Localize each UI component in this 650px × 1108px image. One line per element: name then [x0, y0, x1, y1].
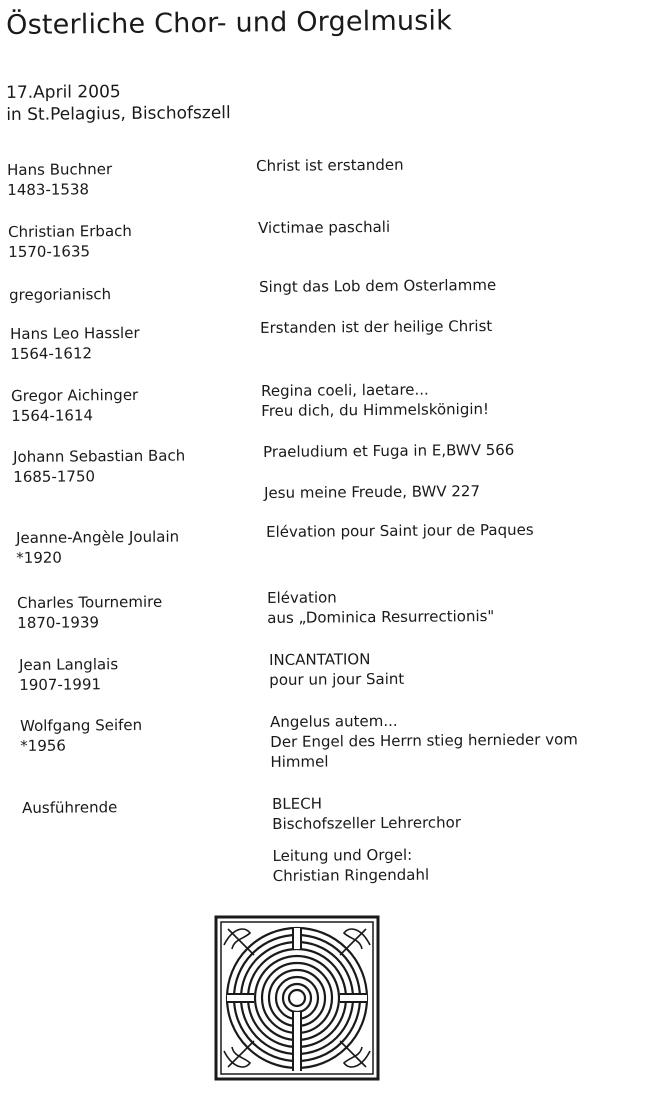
composer-entry — [16, 527, 179, 568]
performers-list — [272, 792, 462, 886]
director-name: Christian Ringendahl — [272, 865, 430, 885]
composer-years: 1570-1635 — [8, 242, 91, 261]
composer-name: Johann Sebastian Bach — [13, 446, 186, 466]
work-title: Victimae paschali — [258, 217, 391, 237]
work-title: Himmel — [270, 752, 329, 771]
work-title: Elévation pour Saint jour de Paques — [266, 520, 534, 541]
direction-label: Leitung und Orgel: — [272, 845, 413, 865]
work-title: Elévation — [267, 588, 337, 607]
composer-name: Jean Langlais — [19, 655, 119, 674]
composer-name: Hans Leo Hassler — [10, 323, 140, 343]
work-title: Angelus autem... — [270, 711, 398, 731]
composer-entry — [17, 592, 162, 633]
labyrinth-icon — [214, 915, 380, 1081]
work-entry — [266, 520, 534, 542]
composer-name: Hans Buchner — [7, 160, 113, 179]
work-title: Christ ist erstanden — [256, 155, 404, 175]
work-title: Erstanden ist der heilige Christ — [260, 316, 493, 337]
composer-name: Wolfgang Seifen — [20, 715, 143, 735]
composer-years: *1920 — [16, 548, 63, 567]
composer-entry — [10, 323, 140, 364]
ensemble-name: BLECH — [272, 794, 323, 813]
work-title: pour un jour Saint — [269, 669, 405, 689]
work-title: INCANTATION — [269, 650, 371, 669]
page-title: Österliche Chor- und Orgelmusik — [6, 5, 453, 41]
work-entry — [264, 481, 480, 503]
event-date: 17.April 2005 — [6, 82, 121, 103]
composer-years: 1564-1614 — [11, 406, 94, 425]
composer-name: Christian Erbach — [8, 221, 132, 241]
composer-name: Charles Tournemire — [17, 592, 163, 612]
work-entry — [267, 586, 494, 628]
work-entry — [270, 709, 578, 772]
work-title: Der Engel des Herrn stieg hernieder vom — [270, 730, 578, 751]
composer-years: 1483-1538 — [7, 180, 90, 199]
ensemble-name: Bischofszeller Lehrerchor — [272, 813, 462, 833]
work-entry — [256, 155, 404, 176]
work-title: aus „Dominica Resurrectionis" — [267, 607, 495, 627]
composer-years: 1870-1939 — [17, 613, 100, 632]
work-entry — [259, 275, 496, 297]
composer-entry — [13, 445, 185, 487]
event-info — [6, 80, 231, 126]
work-title: Praeludium et Fuga in E,BWV 566 — [263, 440, 515, 461]
composer-entry — [11, 385, 138, 426]
composer-years: 1685-1750 — [13, 467, 96, 486]
composer-years: 1907-1991 — [19, 675, 102, 694]
performers-label: Ausführende — [22, 798, 118, 817]
work-title: Singt das Lob dem Osterlamme — [259, 275, 497, 296]
work-entry — [269, 649, 404, 690]
composer-name: Gregor Aichinger — [11, 385, 139, 405]
composer-entry — [20, 715, 142, 756]
work-entry — [258, 217, 390, 238]
work-title: Freu dich, du Himmelskönigin! — [261, 400, 490, 420]
work-entry — [261, 379, 489, 421]
composer-years: *1956 — [20, 736, 67, 755]
composer-entry — [7, 159, 112, 200]
composer-entry — [9, 284, 111, 305]
work-title: Regina coeli, laetare... — [261, 380, 429, 400]
event-venue: in St.Pelagius, Bischofszell — [6, 103, 231, 125]
composer-entry — [8, 221, 132, 262]
work-entry — [263, 440, 514, 462]
composer-name: Jeanne-Angèle Joulain — [16, 527, 180, 547]
work-entry — [260, 316, 492, 338]
composer-entry — [19, 654, 118, 695]
work-title: Jesu meine Freude, BWV 227 — [264, 482, 481, 502]
composer-name: gregorianisch — [9, 285, 112, 304]
composer-years: 1564-1612 — [10, 344, 93, 363]
